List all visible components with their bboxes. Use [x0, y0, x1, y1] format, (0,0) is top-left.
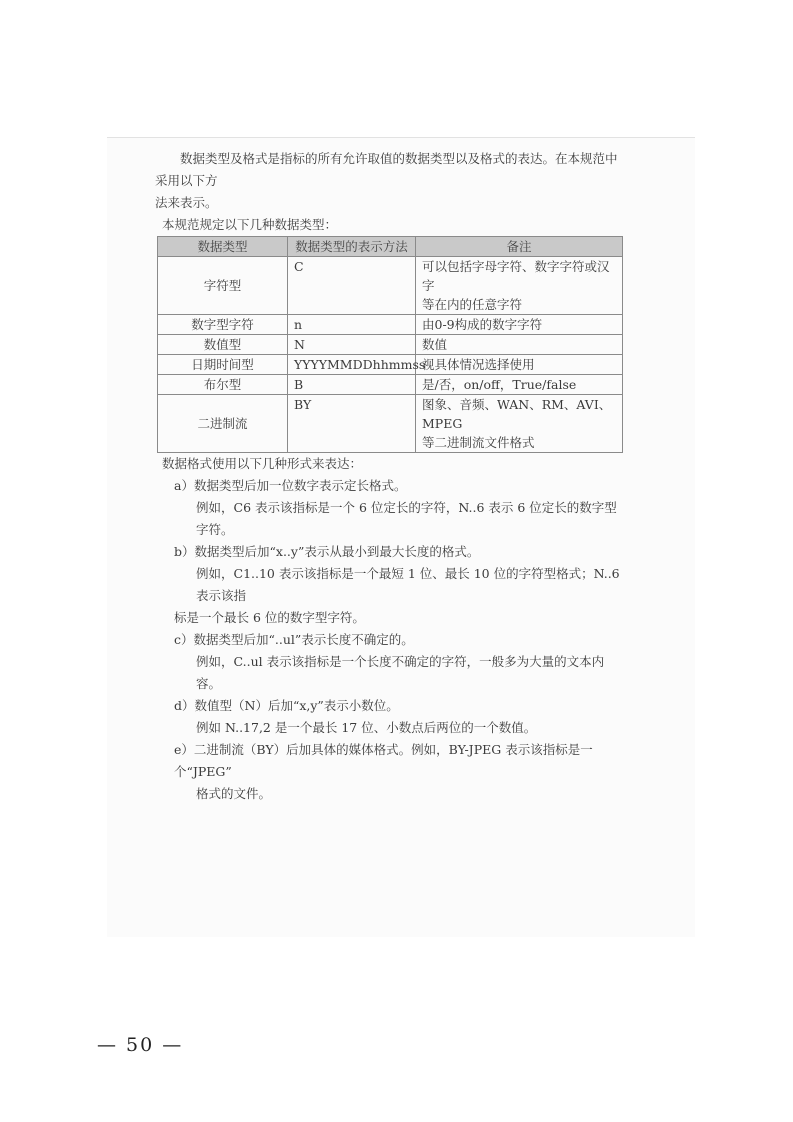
- data-type-table: [157, 236, 623, 453]
- item-c-example: 例如，C..ul 表示该指标是一个长度不确定的字符，一般多为大量的文本内容。: [196, 654, 605, 691]
- top-rule: [107, 137, 695, 138]
- format-list: [155, 475, 625, 805]
- table-row: [158, 395, 623, 453]
- cell-repr: B: [288, 375, 416, 395]
- cell-note: 可以包括字母字符、数字字符或汉字 等在内的任意字符: [416, 257, 623, 315]
- item-b-head: b）数据类型后加“x..y”表示从最小到最大长度的格式。: [174, 544, 480, 559]
- item-a-example: 例如，C6 表示该指标是一个 6 位定长的字符，N..6 表示 6 位定长的数字型字符。: [196, 500, 617, 537]
- cell-repr: C: [288, 257, 416, 315]
- list-item: [155, 541, 625, 629]
- cell-type: 布尔型: [158, 375, 288, 395]
- list-item: [155, 739, 625, 805]
- cell-note: 由0-9构成的数字字符: [416, 315, 623, 335]
- item-b-example-cont: 标是一个最长 6 位的数字型字符。: [174, 610, 365, 625]
- page-number: — 50 —: [97, 1034, 184, 1056]
- item-d-example: 例如 N..17,2 是一个最长 17 位、小数点后两位的一个数值。: [196, 720, 537, 735]
- table-header-row: [158, 237, 623, 257]
- item-d-head: d）数值型（N）后加“x,y”表示小数位。: [174, 698, 399, 713]
- intro-line-2: 法来表示。: [155, 195, 218, 210]
- item-b-example: 例如，C1..10 表示该指标是一个最短 1 位、最长 10 位的字符型格式；N..6 表示该指: [196, 566, 620, 603]
- list-item: [155, 629, 625, 695]
- table-row: [158, 355, 623, 375]
- list-item: [155, 695, 625, 739]
- table-row: [158, 335, 623, 355]
- table-lead: 本规范规定以下几种数据类型：: [162, 217, 338, 232]
- table-row: [158, 257, 623, 315]
- intro-line-1: 数据类型及格式是指标的所有允许取值的数据类型以及格式的表达。在本规范中采用以下方: [155, 151, 618, 188]
- cell-note: 图象、音频、WAN、RM、AVI、MPEG 等二进制流文件格式: [416, 395, 623, 453]
- cell-note: 是/否，on/off，True/false: [416, 375, 623, 395]
- header-note: 备注: [416, 237, 623, 257]
- cell-type: 日期时间型: [158, 355, 288, 375]
- list-item: [155, 475, 625, 541]
- header-representation: 数据类型的表示方法: [288, 237, 416, 257]
- cell-type: 字符型: [158, 257, 288, 315]
- cell-type: 二进制流: [158, 395, 288, 453]
- item-e-example: 格式的文件。: [196, 786, 272, 801]
- format-lead: 数据格式使用以下几种形式来表达：: [162, 456, 363, 471]
- cell-type: 数字型字符: [158, 315, 288, 335]
- header-data-type: 数据类型: [158, 237, 288, 257]
- document-body: [155, 148, 625, 805]
- cell-repr: YYYYMMDDhhmmss: [288, 355, 416, 375]
- cell-type: 数值型: [158, 335, 288, 355]
- cell-note: 数值: [416, 335, 623, 355]
- cell-repr: N: [288, 335, 416, 355]
- table-row: [158, 375, 623, 395]
- table-row: [158, 315, 623, 335]
- cell-repr: n: [288, 315, 416, 335]
- item-e-head: e）二进制流（BY）后加具体的媒体格式。例如，BY-JPEG 表示该指标是一个“JPEG”: [174, 742, 593, 779]
- cell-repr: BY: [288, 395, 416, 453]
- item-c-head: c）数据类型后加“..ul”表示长度不确定的。: [174, 632, 414, 647]
- cell-note: 视具体情况选择使用: [416, 355, 623, 375]
- item-a-head: a）数据类型后加一位数字表示定长格式。: [174, 478, 407, 493]
